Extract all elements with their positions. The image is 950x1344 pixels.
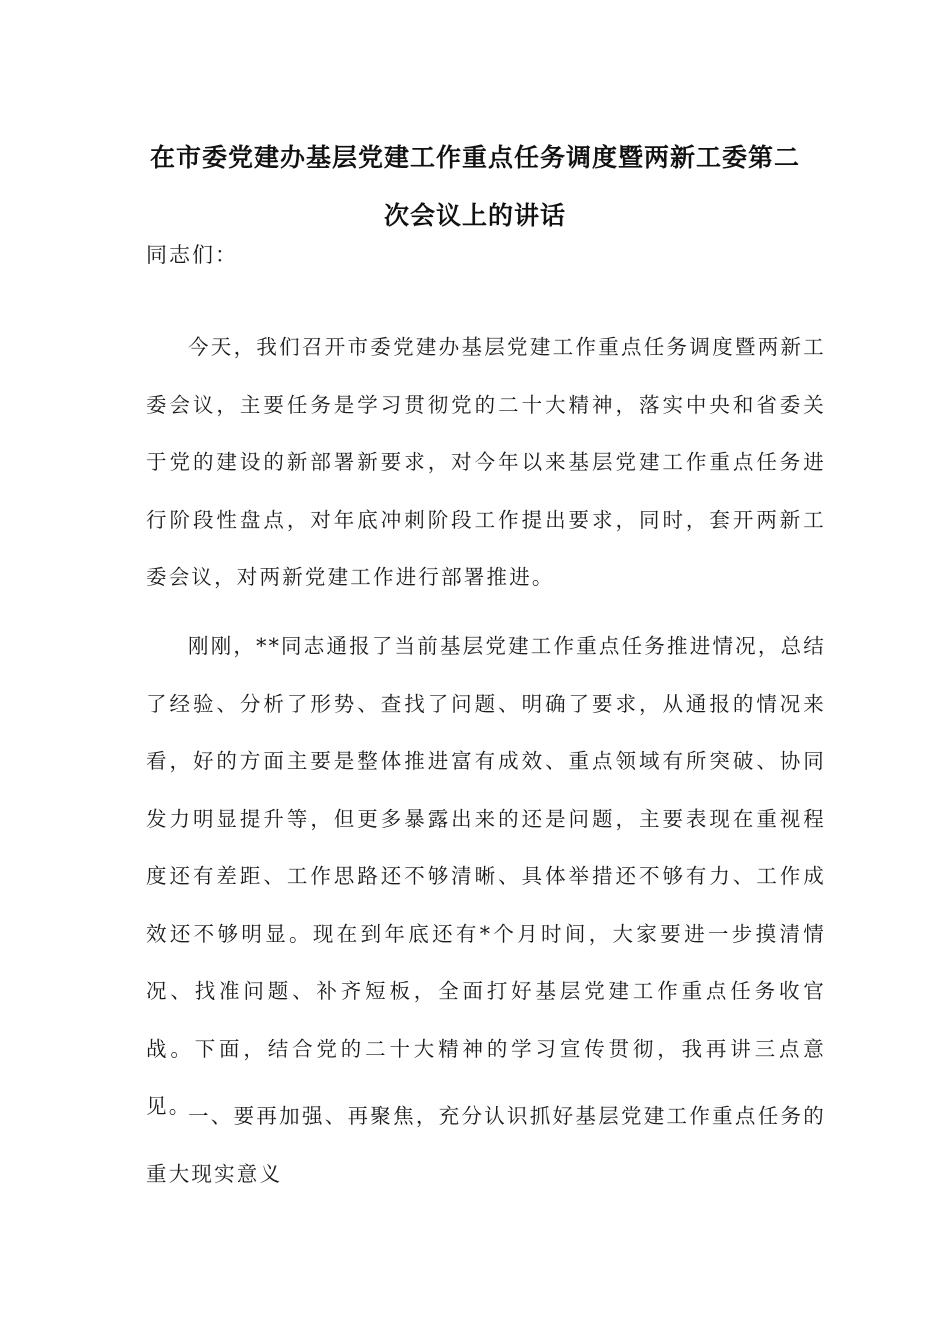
document-title-line-1: 在市委党建办基层党建工作重点任务调度暨两新工委第二 bbox=[149, 143, 800, 172]
greeting: 同志们： bbox=[146, 243, 238, 267]
paragraph-summary: 刚刚，**同志通报了当前基层党建工作重点任务推进情况，总结了经验、分析了形势、查找了问题、明确了要求，从通报的情况来看，好的方面主要是整体推进富有成效、重点领域有所突破、协同发力明显提升等，但更多暴露出来的还是问题，主要表现在重视程度还有差距、工作思路还不够清晰、具体举措还不够有力、工作成效还不够明显。现在到年底还有*个月时间，大家要进一步摸清情况、找准问题、补齐短板，全面打好基层党建工作重点任务收官战。下面，结合党的二十大精神的学习宣传贯彻，我再讲三点意见。 bbox=[146, 634, 826, 1118]
section-heading-one: 一、要再加强、再聚焦，充分认识抓好基层党建工作重点任务的重大现实意义 bbox=[146, 1104, 826, 1186]
paragraph-opening: 今天，我们召开市委党建办基层党建工作重点任务调度暨两新工委会议，主要任务是学习贯彻党的二十大精神，落实中央和省委关于党的建设的新部署新要求，对今年以来基层党建工作重点任务进行阶段性盘点，对年底冲刺阶段工作提出要求，同时，套开两新工委会议，对两新党建工作进行部署推进。 bbox=[146, 335, 826, 589]
document-title-line-2: 次会议上的讲话 bbox=[383, 201, 566, 230]
